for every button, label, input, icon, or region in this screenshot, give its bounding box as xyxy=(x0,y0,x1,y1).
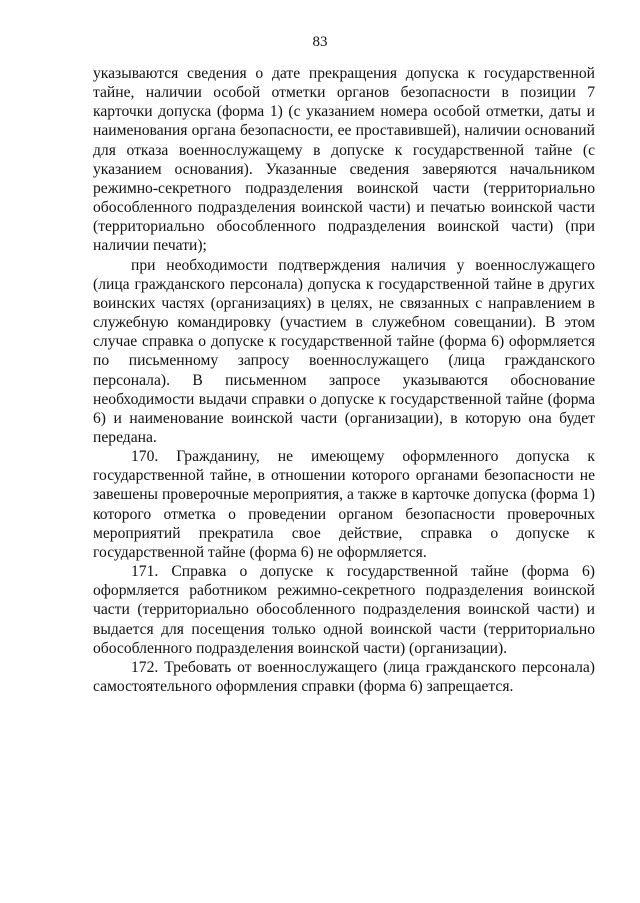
page-number: 83 xyxy=(312,34,328,50)
paragraph-170: 170. Гражданину, не имеющему оформленного допуска к государственной тайне, в отношении которого органами безопасности не завешены проверочные мероприятия, а также в карточке допуска (форма 1) которого отметка о проведении органом безопасности проверочных мероприятий прекратила свое действие, справка о допуске к государственной тайне (форма 6) не оформляется. xyxy=(93,448,595,561)
document-body xyxy=(93,64,595,696)
paragraph-continuation: указываются сведения о дате прекращения допуска к государственной тайне, наличии особой отметки органов безопасности в позиции 7 карточки допуска (форма 1) (с указанием номера особой отметки, даты и наименования органа безопасности, ее проставившей), наличии оснований для отказа военнослужащему в допуске к государственной тайне (с указанием основания). Указанные сведения заверяются начальником режимно-секретного подразделения воинской части (территориально обособленного подразделения воинской части) и печатью воинской части (территориально обособленного подразделения воинской части) (при наличии печати); xyxy=(93,65,595,255)
paragraph-confirmation-case: при необходимости подтверждения наличия у военнослужащего (лица гражданского персонала) допуска к государственной тайне в других воинских частях (организациях) в целях, не связанных с направлением в служебную командировку (участием в служебном совещании). В этом случае справка о допуске к государственной тайне (форма 6) оформляется по письменному запросу военнослужащего (лица гражданского персонала). В письменном запросе указываются обоснование необходимости выдачи справки о допуске к государственной тайне (форма 6) и наименование воинской части (организации), в которую она будет передана. xyxy=(93,256,595,446)
paragraph-171: 171. Справка о допуске к государственной тайне (форма 6) оформляется работником режимно-секретного подразделения воинской части (территориально обособленного подразделения воинской части) и выдается для посещения только одной воинской части (территориально обособленного подразделения воинской части) (организации). xyxy=(93,563,595,657)
paragraph-172: 172. Требовать от военнослужащего (лица гражданского персонала) самостоятельного оформления справки (форма 6) запрещается. xyxy=(93,658,595,695)
